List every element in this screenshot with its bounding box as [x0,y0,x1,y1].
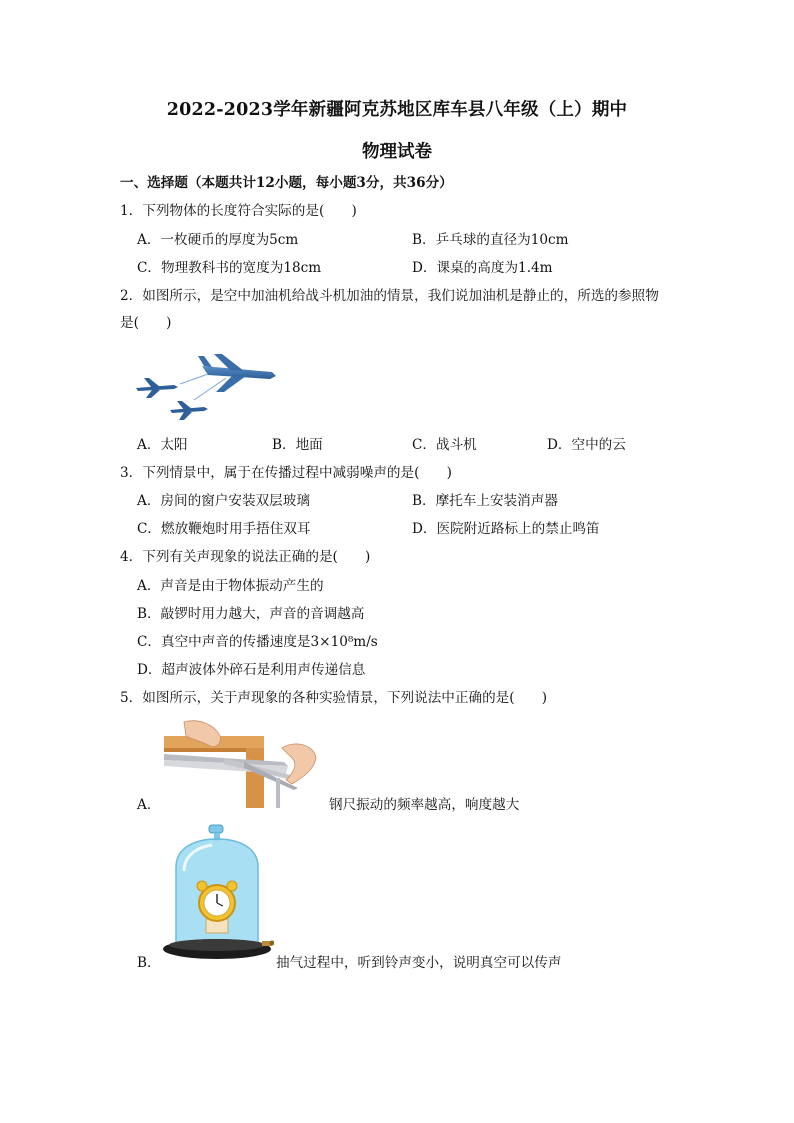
fighter-plane-icon [170,401,208,420]
question-5-stem: 5．如图所示，关于声现象的各种实验情景，下列说法中正确的是( ) [120,690,548,706]
question-3-option-b: B．摩托车上安装消声器 [412,493,558,509]
question-3-stem: 3．下列情景中，属于在传播过程中减弱噪声的是( ) [120,465,452,481]
question-5-option-a-label: A． [137,797,161,813]
exam-title-line1: 2022-2023学年新疆阿克苏地区库车县八年级（上）期中 [166,100,628,120]
question-2-option-b: B．地面 [272,437,323,453]
question-2-option-d: D．空中的云 [547,437,626,453]
question-2-stem-line1: 2．如图所示，是空中加油机给战斗机加油的情景，我们说加油机是静止的，所选的参照物 [120,288,659,304]
question-3-option-a: A．房间的窗户安装双层玻璃 [137,493,310,509]
question-3-option-c: C．燃放鞭炮时用手捂住双耳 [137,521,311,537]
question-5-option-b-text: 抽气过程中，听到铃声变小，说明真空可以传声 [276,955,562,971]
question-4-stem: 4．下列有关声现象的说法正确的是( ) [120,549,371,565]
question-2-stem-line2: 是( ) [120,315,172,331]
question-2-option-a: A．太阳 [137,437,188,453]
question-4-option-d: D．超声波体外碎石是利用声传递信息 [137,662,366,678]
question-5-option-a-text: 钢尺振动的频率越高，响度越大 [329,797,520,813]
question-5-option-b-label: B． [137,955,161,971]
refueling-aircraft-illustration [130,348,280,424]
question-1-option-d: D．课桌的高度为1.4m [412,260,553,276]
question-1-stem: 1．下列物体的长度符合实际的是( ) [120,203,357,219]
bell-jar-alarm-clock-illustration [162,823,274,971]
question-1-option-b: B．乒乓球的直径为10cm [412,232,569,248]
steel-ruler-table-illustration [164,718,322,808]
fighter-plane-icon [136,378,178,398]
question-1-option-a: A．一枚硬币的厚度为5cm [137,232,299,248]
section-heading-choice: 一、选择题（本题共计12小题，每小题3分，共36分） [120,175,453,191]
question-4-option-c: C．真空中声音的传播速度是3×10⁸m/s [137,634,378,650]
question-4-option-a: A．声音是由于物体振动产生的 [137,578,324,594]
question-3-option-d: D．医院附近路标上的禁止鸣笛 [412,521,600,537]
question-4-option-b: B．敲锣时用力越大，声音的音调越高 [137,606,365,622]
tanker-plane-icon [180,354,276,400]
exam-title-line2: 物理试卷 [362,142,432,162]
question-1-option-c: C．物理教科书的宽度为18cm [137,260,322,276]
question-2-option-c: C．战斗机 [412,437,477,453]
